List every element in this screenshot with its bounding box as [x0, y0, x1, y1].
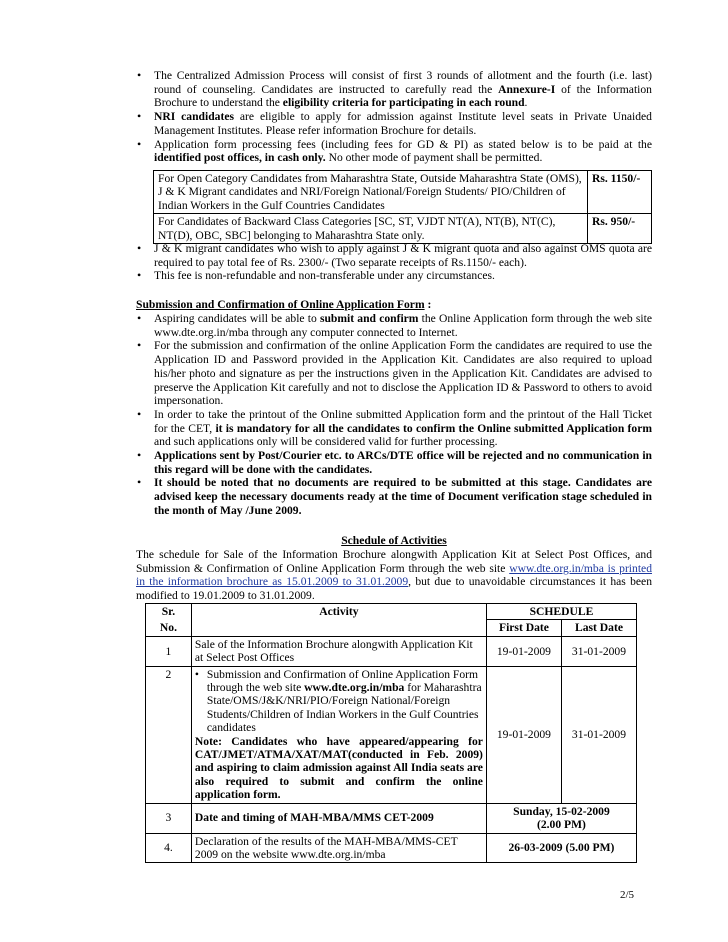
- row-activity: Date and timing of MAH-MBA/MMS CET-2009: [191, 803, 486, 833]
- bullet-bold-text: it is mandatory for all the candidates to confirm the Online submitted Application form: [215, 421, 652, 435]
- page-number: 2/5: [620, 889, 635, 901]
- bullet-item: [136, 242, 652, 269]
- row-activity-text: Submission and Confirmation of Online Application Form through the web site: [206, 667, 479, 695]
- schedule-heading: [136, 534, 652, 548]
- schedule-row-2: [146, 666, 637, 803]
- row-activity: [191, 666, 486, 803]
- row-activity: Declaration of the results of the MAH-MBA/MMS-CET 2009 on the website www.dte.org.in/mba: [191, 833, 486, 863]
- row-schedule: [486, 803, 636, 833]
- bullet-text: The Centralized Admission Process will consist of first 3 rounds of allotment and the fourth (i.e. last) round of counseling. Candidates are instructed to carefully read the: [154, 69, 652, 96]
- row-activity: Sale of the Information Brochure alongwith Application Kit at Select Post Offices: [191, 636, 486, 666]
- schedule-row-3: [146, 803, 637, 833]
- bullet-text: the Online Application form through the web site www.dte.org.in/mba through any computer connected to Internet.: [154, 312, 652, 339]
- bullet-bold-text: submit and confirm: [319, 312, 419, 325]
- submission-heading-text: Submission and Confirmation of Online Application Form: [136, 298, 425, 311]
- bullet-text: This fee is non-refundable and non-transferable under any circumstances.: [154, 269, 495, 283]
- header-schedule: SCHEDULE: [486, 604, 636, 620]
- bullet-bold-text: Annexure-I: [498, 82, 556, 96]
- fee-table: [153, 170, 652, 244]
- header-sr: Sr.: [146, 604, 192, 620]
- fee-row: [154, 214, 652, 244]
- bullet-text: are eligible to apply for admission against Institute level seats in Private Unaided Management Institutes. Please refer information Brochure for details.: [154, 110, 652, 137]
- bullet-text: For the submission and confirmation of the online Application Form the candidates are required to use the Application ID and Password provided in the Application Kit. Candidates are also required to upload his/her photo and signature as per the instructions given in the Application Kit. Candidates are advised to preserve the Application Kit carefully and not to disclose the Application ID & Password to others to avoid impersonation.: [154, 339, 652, 408]
- schedule-row-1: [146, 636, 637, 666]
- fee-description: For Open Category Candidates from Maharashtra State, Outside Maharashtra State (OMS), J & K Migrant candidates and NRI/Foreign National/Foreign Students/ PIO/Children of Indian Workers in the Gulf Countries Candidates: [154, 171, 588, 214]
- row-activity-text-end: for Maharashtra State/OMS/J&K/NRI/PIO/Foreign National/Foreign Students/Children of Indian Workers in the Gulf Countries candidates: [206, 681, 482, 735]
- header-activity: Activity: [191, 604, 486, 620]
- submission-heading-colon: :: [424, 298, 432, 311]
- schedule-intro: [136, 548, 652, 603]
- bullet-item: [136, 408, 652, 449]
- row-last-date: 31-01-2009: [561, 666, 636, 803]
- row-sr: 3: [146, 803, 192, 833]
- schedule-heading-text: Schedule of Activities: [341, 534, 447, 547]
- row-schedule-time: (2.00 PM): [536, 818, 586, 832]
- row-activity-note: Note: Candidates who have appeared/appearing for CAT/JMET/ATMA/XAT/MAT(conducted in Feb. 2009) and aspiring to claim admission against All India seats are also required to submit and confirm the online application form.: [194, 734, 483, 802]
- fee-bullet-list: [136, 242, 652, 283]
- submission-bullet-list: [136, 312, 652, 518]
- schedule-intro-text-end: , but due to unavoidable circumstances it has been modified to 19.01.2009 to 31.01.2009.: [136, 575, 652, 603]
- bullet-item: [136, 69, 652, 110]
- schedule-table-wrap: [145, 603, 637, 863]
- schedule-row-4: [146, 833, 637, 863]
- bullet-item: [136, 269, 652, 283]
- row-schedule: 26-03-2009 (5.00 PM): [486, 833, 636, 863]
- bullet-bold-text: eligibility criteria for participating in each round: [282, 96, 525, 110]
- bullet-item: [136, 339, 652, 408]
- row-activity-bullet: [195, 668, 483, 735]
- header-blank: [191, 620, 486, 636]
- schedule-intro-link[interactable]: www.dte.org.in/mba is printed in the information brochure as 15.01.2009 to 31.01.2009: [136, 561, 652, 589]
- bullet-bold-text: NRI candidates: [154, 110, 234, 124]
- bullet-text: Application form processing fees (including fees for GD & PI) as stated below is to be paid at the: [154, 137, 652, 151]
- bullet-bold-text: identified post offices, in cash only.: [154, 151, 326, 165]
- bullet-item: [136, 138, 652, 165]
- fee-description: For Candidates of Backward Class Categories [SC, ST, VJDT NT(A), NT(B), NT(C), NT(D), OBC, SBC] belonging to Maharashtra State only.: [154, 214, 588, 244]
- bullet-text: and such applications only will be considered valid for further processing.: [154, 435, 498, 449]
- row-sr: 1: [146, 636, 192, 666]
- intro-bullet-list: [136, 69, 652, 165]
- header-first-date: First Date: [486, 620, 561, 636]
- bullet-text: J & K migrant candidates who wish to apply against J & K migrant quota and also against OMS quota are required to pay total fee of Rs. 2300/- (Two separate receipts of Rs.1150/- each).: [154, 242, 652, 269]
- fee-row: [154, 171, 652, 214]
- bullet-item: [136, 449, 652, 476]
- bullet-text: In order to take the printout of the Online submitted Application form and the printout of the Hall Ticket for the CET,: [154, 407, 652, 435]
- submission-heading: [136, 298, 431, 312]
- row-sr: 4.: [146, 833, 192, 863]
- bullet-bold-text: It should be noted that no documents are required to be submitted at this stage. Candidates are advised keep the necessary documents ready at the time of Document verification stage scheduled in the month of May /June 2009.: [154, 476, 652, 517]
- bullet-item: [136, 312, 652, 339]
- fee-amount: Rs. 1150/-: [588, 171, 652, 214]
- bullet-text: No other mode of payment shall be permitted.: [325, 151, 543, 165]
- bullet-text: .: [524, 96, 528, 110]
- schedule-subheader-row: [146, 620, 637, 636]
- row-schedule-date: Sunday, 15-02-2009: [513, 804, 610, 818]
- bullet-text: Aspiring candidates will be able to: [154, 312, 320, 325]
- row-sr: 2: [146, 666, 192, 803]
- row-activity-website: www.dte.org.in/mba: [304, 681, 405, 695]
- schedule-table: [145, 603, 637, 863]
- bullet-item: [136, 476, 652, 517]
- fee-amount: Rs. 950/-: [588, 214, 652, 244]
- row-last-date: 31-01-2009: [561, 636, 636, 666]
- header-no: No.: [146, 620, 192, 636]
- bullet-bold-text: Applications sent by Post/Courier etc. to ARCs/DTE office will be rejected and no communication in this regard will be done with the candidates.: [154, 449, 652, 476]
- schedule-header-row: [146, 604, 637, 620]
- row-first-date: 19-01-2009: [486, 636, 561, 666]
- bullet-text: of the Information Brochure to understand the: [154, 82, 652, 110]
- schedule-intro-text: The schedule for Sale of the Information Brochure alongwith Application Kit at Select Post Offices, and Submission & Confirmation of Online Application Form through the web site: [136, 548, 652, 575]
- row-first-date: 19-01-2009: [486, 666, 561, 803]
- fee-table-wrap: [153, 170, 652, 244]
- bullet-item: [136, 110, 652, 137]
- header-last-date: Last Date: [561, 620, 636, 636]
